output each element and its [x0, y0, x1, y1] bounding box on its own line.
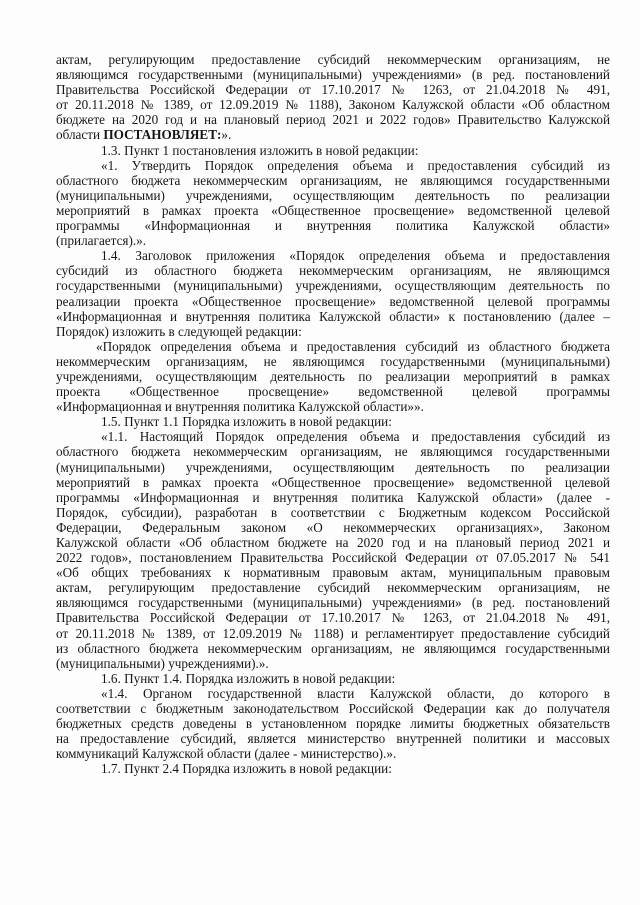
text-line: [56, 731, 610, 746]
text-line: [56, 641, 610, 656]
text-line: [56, 339, 610, 354]
text-line-content: актам, регулирующим предоставление субсидий некоммерческим организациям, не: [56, 580, 610, 596]
text-line: [56, 550, 610, 565]
text-line: [56, 580, 610, 595]
text-line-content: учреждениями, осуществляющим деятельность по реализации мероприятий в рамках: [56, 368, 610, 384]
text-line-content: на предоставление субсидий, является министерство внутренней политики и массовых: [56, 731, 610, 747]
text-line-content: коммуникаций Калужской области (далее - министерство).».: [56, 746, 397, 762]
text-line: [56, 384, 610, 399]
text-line: [56, 671, 610, 686]
text-line-content: соответствии с бюджетным законодательством Российской Федерации как до получателя: [56, 701, 610, 717]
text-line: [56, 218, 610, 233]
text-line-content: мероприятий в рамках проекта «Общественное просвещение» ведомственной целевой: [56, 202, 610, 218]
text-line-content: (муниципальными) учреждениями, осуществляющим деятельность по реализации: [56, 459, 610, 475]
text-line: [56, 112, 610, 127]
text-line: [56, 324, 610, 339]
text-line: [56, 82, 610, 97]
text-line-content: 2022 годов», постановлением Правительства Российской Федерации от 07.05.2017 № 541: [56, 550, 610, 566]
text-line-content: являющимся государственными (муниципальными) учреждениями» (в ред. постановлений: [56, 595, 610, 611]
text-line-content: от 20.11.2018 № 1389, от 12.09.2019 № 1188) и регламентирует предоставление субсидий: [56, 625, 610, 641]
text-line-content: Правительства Российской Федерации от 17.10.2017 № 1263, от 21.04.2018 № 491,: [56, 82, 610, 98]
text-line: [56, 354, 610, 369]
text-line: [56, 475, 610, 490]
text-line: [56, 505, 610, 520]
text-line-content: 1.6. Пункт 1.4. Порядка изложить в новой редакции:: [101, 670, 396, 686]
text-line: [56, 52, 610, 67]
text-line-content: «1.4. Органом государственной власти Калужской области, до которого в: [101, 685, 610, 701]
text-line-content: 1.5. Пункт 1.1 Порядка изложить в новой редакции:: [101, 414, 392, 430]
text-line: [56, 294, 610, 309]
text-line: [56, 761, 610, 776]
text-line: [56, 520, 610, 535]
text-line: [56, 67, 610, 82]
text-line: [56, 565, 610, 580]
text-line: [56, 414, 610, 429]
text-line-content: «Информационная и внутренняя политика Калужской области»».: [56, 399, 424, 415]
text-line-content: областного бюджета некоммерческим организациям, не являющимся государственными: [56, 444, 610, 460]
text-line-content: бюджете на 2020 год и на плановый период 2021 и 2022 годов» Правительство Калужской: [56, 112, 610, 128]
text-line-content: являющимся государственными (муниципальными) учреждениями» (в ред. постановлений: [56, 67, 610, 83]
text-line-content: (муниципальными) учреждениями, осуществляющим деятельность по реализации: [56, 187, 610, 203]
text-line-content: областного бюджета некоммерческим организациям, не являющимся государственными: [56, 172, 610, 188]
text-line: [56, 701, 610, 716]
text-line-content: проекта «Общественное просвещение» ведомственной целевой программы: [56, 384, 610, 400]
text-line-content: государственными (муниципальными) учреждениями, осуществляющим деятельность по: [56, 278, 610, 294]
text-line-content: (прилагается).».: [56, 233, 147, 249]
text-line: [56, 248, 610, 263]
text-line-content: актам, регулирующим предоставление субсидий некоммерческим организациям, не: [56, 52, 610, 67]
text-line: [56, 233, 610, 248]
text-line-content: Порядок, субсидии), разработан в соответствии с Бюджетным кодексом Российской: [56, 504, 610, 520]
text-line-content: программы «Информационная и внутренняя политика Калужской области» (далее -: [56, 489, 610, 505]
text-line-content: области: [56, 127, 104, 143]
text-line: [56, 490, 610, 505]
text-line: [56, 203, 610, 218]
text-line-content: реализации проекта «Общественное просвещение» ведомственной целевой программы: [56, 293, 610, 309]
text-line-content: субсидий из областного бюджета некоммерческим организациям, не являющимся: [56, 263, 610, 279]
text-line: [56, 460, 610, 475]
text-line-content: «Порядок определения объема и предоставления субсидий из областного бюджета: [96, 338, 610, 354]
text-line-content: 1.4. Заголовок приложения «Порядок определения объема и предоставления: [101, 248, 610, 264]
bold-keyword: ПОСТАНОВЛЯЕТ:: [103, 127, 222, 143]
text-line: [56, 263, 610, 278]
text-line-content: Федерации, Федеральным законом «О некоммерческих организациях», Законом: [56, 519, 610, 535]
text-line-content: 1.7. Пункт 2.4 Порядка изложить в новой редакции:: [101, 761, 392, 777]
text-line-content: (муниципальными) учреждениями).».: [56, 655, 269, 671]
text-line: [56, 278, 610, 293]
text-line-content: некоммерческим организациям, не являющимся государственными (муниципальными): [56, 353, 610, 369]
text-line: [56, 746, 610, 761]
text-line: [56, 656, 610, 671]
text-line: [56, 369, 610, 384]
text-line: [56, 686, 610, 701]
text-line: [56, 716, 610, 731]
text-line-content: Правительства Российской Федерации от 17.10.2017 № 1263, от 21.04.2018 № 491,: [56, 610, 610, 626]
text-line: [56, 399, 610, 414]
text-line: [56, 127, 610, 142]
text-line-content: 1.3. Пункт 1 постановления изложить в новой редакции:: [101, 142, 419, 158]
text-line: [56, 188, 610, 203]
text-line-content: программы «Информационная и внутренняя политика Калужской области»: [56, 218, 610, 234]
text-line-content: из областного бюджета некоммерческим организациям, не являющимся государственными: [56, 640, 610, 656]
text-line: [56, 309, 610, 324]
text-line: [56, 610, 610, 625]
text-line-content: от 20.11.2018 № 1389, от 12.09.2019 № 1188), Законом Калужской области «Об областном: [56, 97, 610, 113]
text-line: [56, 595, 610, 610]
text-line-content: Калужской области «Об областном бюджете на 2020 год и на плановый период 2021 и: [56, 535, 610, 550]
text-line-content: бюджетных средств доведены в установленном порядке лимиты бюджетных обязательств: [56, 716, 610, 732]
text-line: [56, 173, 610, 188]
text-line-content: «Об общих требованиях к нормативным правовым актам, муниципальным правовым: [56, 565, 610, 581]
text-line-content: «1. Утвердить Порядок определения объема и предоставления субсидий из: [101, 157, 610, 173]
text-line: [56, 626, 610, 641]
text-line: [56, 143, 610, 158]
text-line-content: «1.1. Настоящий Порядок определения объема и предоставления субсидий из: [101, 429, 610, 445]
text-line-content: «Информационная и внутренняя политика Калужской области» к постановлению (далее –: [56, 308, 610, 324]
text-line: [56, 444, 610, 459]
text-line: [56, 535, 610, 550]
text-line: [56, 158, 610, 173]
text-line-tail: ».: [221, 127, 232, 143]
text-line-content: Порядок) изложить в следующей редакции:: [56, 323, 302, 339]
text-line: [56, 97, 610, 112]
text-line-content: мероприятий в рамках проекта «Общественное просвещение» ведомственной целевой: [56, 474, 610, 490]
text-line: [56, 429, 610, 444]
document-body: [56, 52, 610, 777]
